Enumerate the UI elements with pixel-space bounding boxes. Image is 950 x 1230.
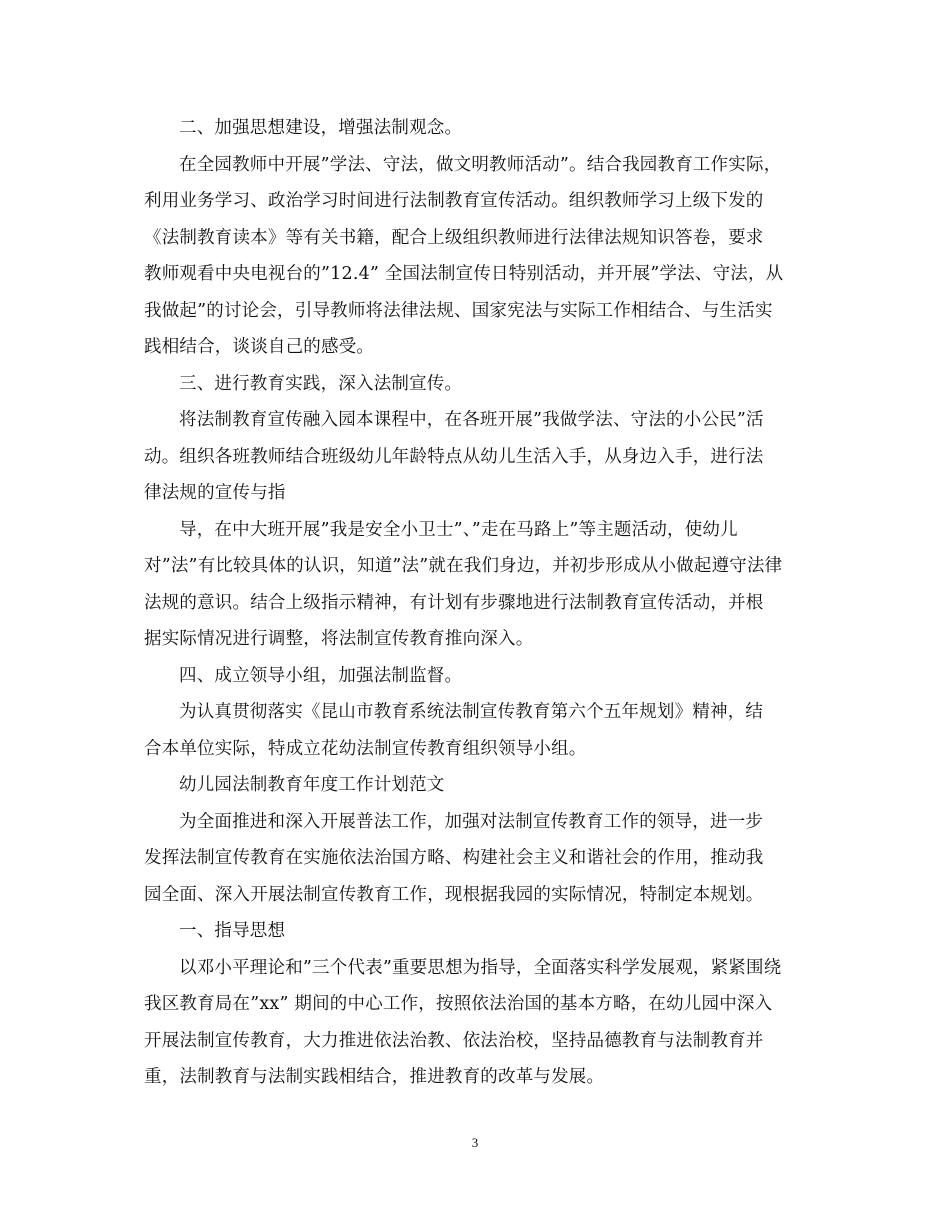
- text-line: 教师观看中央电视台的”12.4” 全国法制宣传日特别活动，并开展”学法、守法，从: [144, 264, 784, 284]
- text-line: 践相结合，谈谈自己的感受。: [144, 337, 375, 357]
- text-line: 对”法”有比较具体的认识，知道”法”就在我们身边，并初步形成从小做起遵守法律: [144, 556, 783, 576]
- text-line: 据实际情况进行调整，将法制宣传教育推向深入。: [144, 629, 534, 649]
- text-line: 二、加强思想建设，增强法制观念。: [179, 118, 463, 138]
- text-line: 园全面、深入开展法制宣传教育工作，现根据我园的实际情况，特制定本规划。: [144, 884, 764, 905]
- text-line: 发挥法制宣传教育在实施依法治国方略、构建社会主义和谐社会的作用，推动我: [144, 848, 764, 868]
- text-line: 将法制教育宣传融入园本课程中，在各班开展”我做学法、守法的小公民”活: [179, 410, 764, 430]
- text-line: 利用业务学习、政治学习时间进行法制教育宣传活动。组织教师学习上级下发的: [144, 191, 764, 211]
- text-line: 在全园教师中开展”学法、守法，做文明教师活动”。结合我园教育工作实际，: [179, 154, 782, 175]
- text-line: 我区教育局在”xx” 期间的中心工作，按照依法治国的基本方略，在幼儿园中深入: [144, 994, 773, 1014]
- text-line: 开展法制宣传教育，大力推进依法治教、依法治校，坚持品德教育与法制教育并: [144, 1030, 764, 1051]
- text-line: 三、进行教育实践，深入法制宣传。: [179, 373, 463, 394]
- text-line: 重，法制教育与法制实践相结合，推进教育的改革与发展。: [144, 1067, 605, 1087]
- text-line: 《法制教育读本》等有关书籍，配合上级组织教师进行法律法规知识答卷，要求: [144, 227, 764, 248]
- text-line: 以邓小平理论和”三个代表”重要思想为指导，全面落实科学发展观，紧紧围绕: [179, 957, 782, 978]
- text-line: 我做起”的讨论会，引导教师将法律法规、国家宪法与实际工作相结合、与生活实: [144, 300, 773, 321]
- document-body: [144, 110, 814, 1096]
- text-line: 动。组织各班教师结合班级幼儿年龄特点从幼儿生活入手，从身边入手，进行法: [144, 446, 764, 467]
- page-number: 3: [471, 1135, 479, 1150]
- text-line: 四、成立领导小组，加强法制监督。: [179, 665, 463, 686]
- text-line: 幼儿园法制教育年度工作计划范文: [179, 775, 445, 795]
- text-line: 导，在中大班开展”我是安全小卫士”、”走在马路上”等主题活动，使幼儿: [179, 519, 738, 540]
- text-line: 合本单位实际，特成立花幼法制宣传教育组织领导小组。: [144, 738, 587, 759]
- text-line: 律法规的宣传与指: [144, 483, 286, 503]
- text-line: 法规的意识。结合上级指示精神，有计划有步骤地进行法制教育宣传活动，并根: [144, 592, 764, 613]
- text-line: 为全面推进和深入开展普法工作，加强对法制宣传教育工作的领导，进一步: [179, 811, 764, 832]
- text-line: 为认真贯彻落实《昆山市教育系统法制宣传教育第六个五年规划》精神，结: [179, 702, 764, 722]
- text-line: 一、指导思想: [179, 921, 286, 941]
